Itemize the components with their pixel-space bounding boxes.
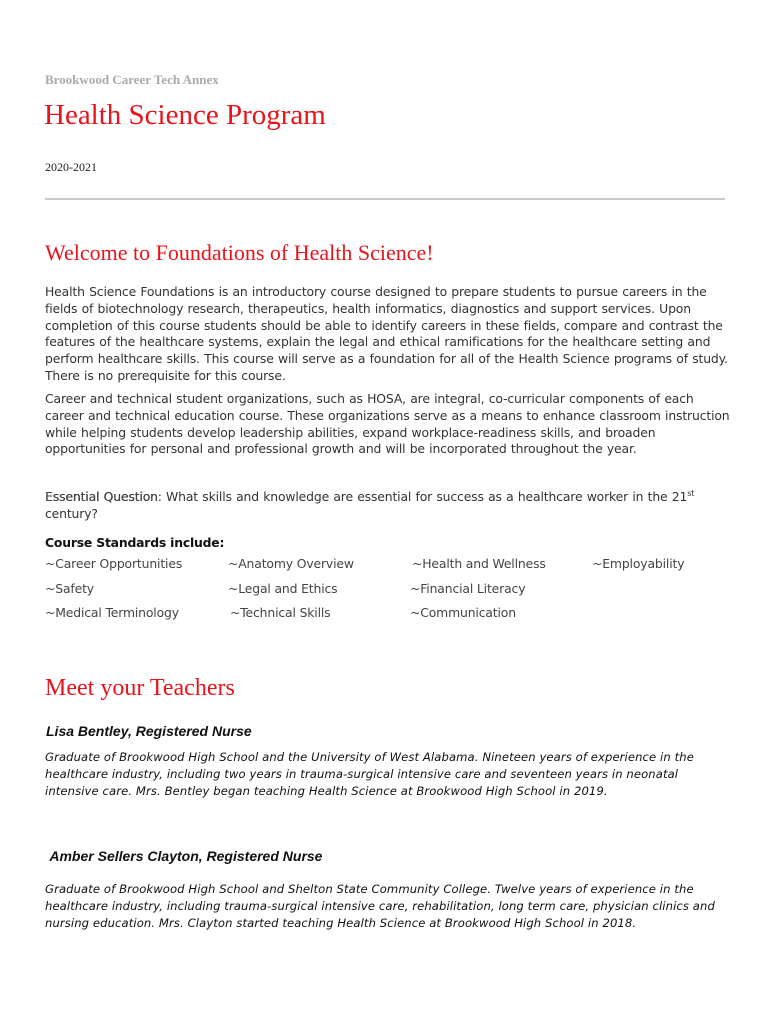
organizations-paragraph: Career and technical student organizations, such as HOSA, are integral, co-curricular components of each career and technical education course. These organizations serve as a means to enhance classroom instruction while helping students develop leadership abilities, expand workplace-readiness skills, and broaden opportunities for personal and professional growth and will be incorporated throughout the year.	[45, 391, 730, 457]
page-title: Health Science Program	[44, 99, 326, 131]
standard-item: ~Communication	[410, 605, 516, 620]
standard-item: ~Anatomy Overview	[228, 556, 354, 571]
standard-item: ~Technical Skills	[230, 605, 331, 620]
section-divider	[45, 198, 725, 200]
essential-question-text: : What skills and knowledge are essential for success as a healthcare worker in the 21	[157, 489, 688, 504]
standard-item: ~Career Opportunities	[45, 556, 183, 571]
organization-name: Brookwood Career Tech Annex	[45, 72, 219, 87]
standards-list	[45, 556, 735, 636]
course-description: Health Science Foundations is an introductory course designed to prepare students to pursue careers in the fields of biotechnology research, therapeutics, health informatics, diagnostics and support services. Upon completion of this course students should be able to identify careers in these fields, compare and contrast the features of the healthcare systems, explain the legal and ethical ramifications for the healthcare setting and perform healthcare skills. This course will serve as a foundation for all of the Health Science programs of study. There is no prerequisite for this course.	[45, 284, 728, 383]
essential-question-end: century?	[45, 505, 98, 521]
standard-item: ~Financial Literacy	[410, 581, 526, 596]
teacher-bio: Graduate of Brookwood High School and Shelton State Community College. Twelve years of experience in the healthcare industry, including trauma-surgical intensive care, rehabilitation, long term care, physician clinics and nursing education. Mrs. Clayton started teaching Health Science at Brookwood High School in 2018.	[45, 882, 715, 930]
standard-item: ~Medical Terminology	[45, 605, 179, 620]
welcome-heading: Welcome to Foundations of Health Science!	[45, 240, 434, 265]
standard-item: ~Employability	[592, 556, 685, 571]
teacher-name: Amber Sellers Clayton, Registered Nurse	[46, 848, 323, 864]
standards-heading: Course Standards include:	[45, 535, 225, 550]
standard-item: ~Safety	[45, 581, 94, 596]
school-year: 2020-2021	[45, 160, 97, 174]
essential-question-label: Essential Question	[45, 489, 158, 504]
teachers-heading: Meet your Teachers	[45, 675, 235, 701]
teacher-name: Lisa Bentley, Registered Nurse	[46, 723, 252, 739]
essential-question	[45, 489, 735, 523]
essential-question-superscript: st	[687, 488, 695, 498]
standard-item: ~Legal and Ethics	[228, 581, 338, 596]
teacher-bio: Graduate of Brookwood High School and the University of West Alabama. Nineteen years of experience in the healthcare industry, including two years in trauma-surgical intensive care and seventeen years in neonatal intensive care. Mrs. Bentley began teaching Health Science at Brookwood High School in 2019.	[45, 750, 694, 798]
standard-item: ~Health and Wellness	[412, 556, 546, 571]
